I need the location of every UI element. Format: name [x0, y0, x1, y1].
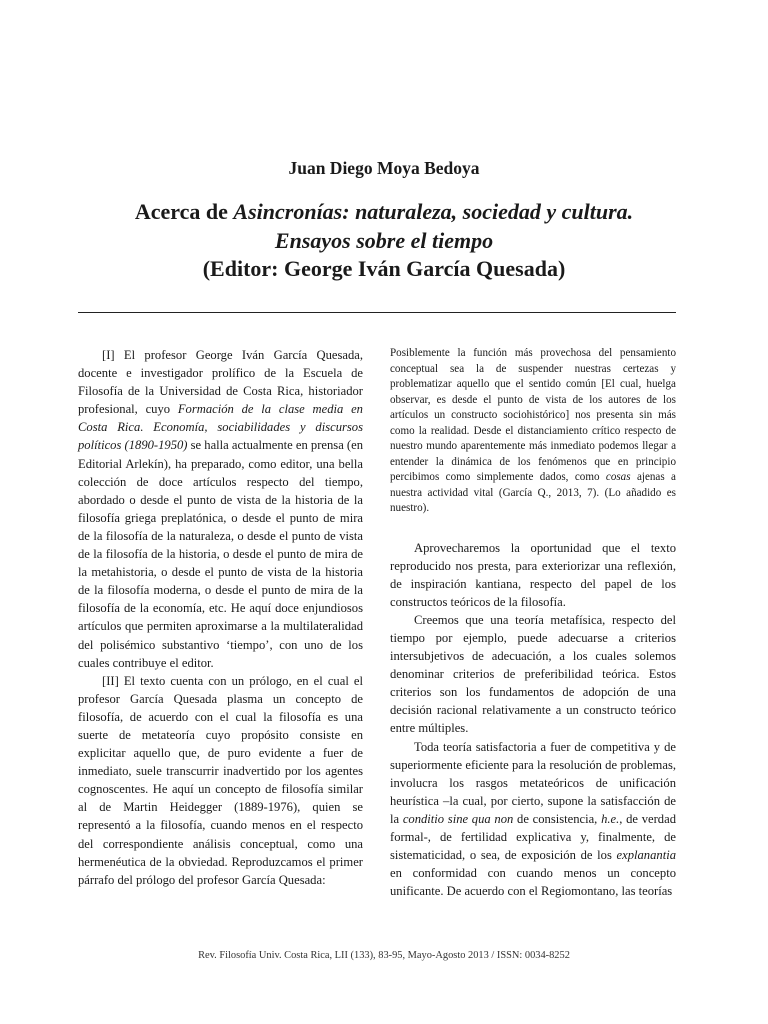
title-line-2: Ensayos sobre el tiempo [274, 227, 494, 253]
title-italic-part: Asincronías: naturaleza, sociedad y cultura. [233, 199, 634, 224]
paragraph-text: Toda teoría satisfactoria a fuer de competitiva y de superiormente eficiente para la resolución de problemas, involucra los rasgos metateóricos de unificación heurística –la cual, por cierto, supone la satisfacción de la [390, 739, 676, 826]
paragraph-text: de consistencia, [513, 811, 602, 826]
paragraph-2: [II] El texto cuenta con un prólogo, en el cual el profesor García Quesada plasma un concepto de filosofía, de acuerdo con el cual la filosofía es una suerte de metateoría cuyo propósito consiste en explicitar aquello que, de puro evidente a fuer de inmediato, suele transcurrir inadvertido por los agentes cognoscentes. He aquí un concepto de filosofía similar al de Martin Heidegger (1889-1976), quien se representó a la filosofía, cuando menos en el respecto del correspondiente análisis conceptual, como una hermenéutica de la obviedad. Reproduzcamos el primer párrafo del prólogo del profesor García Quesada: [78, 673, 363, 887]
paragraph-5 [390, 738, 676, 901]
quote-text-part: ajenas a nuestra actividad vital (García Q., 2013, 7). (Lo añadido es nuestro). [390, 471, 676, 514]
paragraph-text: en conformidad con cuando menos un concepto unificante. De acuerdo con el Regiomontano, las teorías [390, 866, 676, 899]
quote-text-part: Posiblemente la función más provechosa del pensamiento conceptual sea la de suspender nuestras certezas y problematizar aquello que el sentido común [El cual, huelga observar, es desde el punto de vista de los autores de los artículos un constructo sociohistórico] nos presenta sin más como la realidad. Desde el distanciamiento crítico respecto de nuestro mundo aparentemente más inmediato podemos llegar a entender la dinámica de los fenómenos que en principio percibimos como simplemente dados, como [390, 347, 676, 483]
block-quote [390, 346, 676, 517]
paragraph-3: Aprovecharemos la oportunidad que el texto reproducido nos presta, para exteriorizar una reflexión, de inspiración kantiana, respecto del papel de los constructos teóricos de la filosofía. [390, 540, 676, 609]
article-title [40, 198, 728, 284]
latin-term: explanantia [616, 848, 676, 863]
abbreviation: h.e. [601, 811, 620, 826]
left-column [78, 346, 363, 889]
paragraph-4: Creemos que una teoría metafísica, respecto del tiempo por ejemplo, puede adecuarse a criterios intersubjetivos de adecuación, a los cuales solemos denominar criterios de preferibilidad teórica. Estos criterios son los fundamentos de adopción de una decisión racional relativamente a un constructo teórico entre múltiples. [390, 612, 676, 736]
latin-term: conditio sine qua non [402, 811, 514, 826]
title-prefix: Acerca de [134, 199, 234, 224]
paragraph-text: , de verdad formal-, de fertilidad explicativa y, finalmente, de sistematicidad, o sea, de exposición de los [390, 811, 676, 863]
paragraph-1 [78, 346, 363, 672]
quote-text [390, 346, 676, 517]
paragraph-text: [I] El profesor George Iván García Quesada, docente e investigador prolífico de la Escuela de Filosofía de la Universidad de Costa Rica, historiador profesional, cuyo [78, 348, 363, 417]
title-line-1 [40, 198, 728, 227]
paragraph-text: se halla actualmente en prensa (en Editorial Arlekín), ha preparado, como editor, una bella colección de doce artículos respecto del tiempo, abordado o desde el punto de vista de la historia de la filosofía griega preplatónica, o desde el punto de mira de la filosofía de la naturaleza, o desde el punto de vista de la filosofía de la historia, o desde el punto de mira de la metahistoria, o desde el punto de vista de la historia de la filosofía moderna, o desde el punto de mira de la filosofía de la economía, etc. He aquí doce enjundiosos artículos que permiten aproximarse a la multilateralidad del polisémico substantivo ‘tiempo’, con uno de los cuales contribuye el editor. [78, 438, 364, 670]
title-line-3: (Editor: George Iván García Quesada) [202, 256, 566, 281]
title-divider [78, 312, 676, 313]
right-column [390, 346, 676, 900]
book-title: Formación de la clase media en Costa Rica. Economía, sociabilidades y discursos políticos (1890-1950) [78, 402, 363, 453]
article-author: Juan Diego Moya Bedoya [288, 158, 480, 178]
quote-italic: cosas [605, 471, 631, 483]
journal-footer: Rev. Filosofía Univ. Costa Rica, LII (133), 83-95, Mayo-Agosto 2013 / ISSN: 0034-8252 [198, 950, 570, 961]
